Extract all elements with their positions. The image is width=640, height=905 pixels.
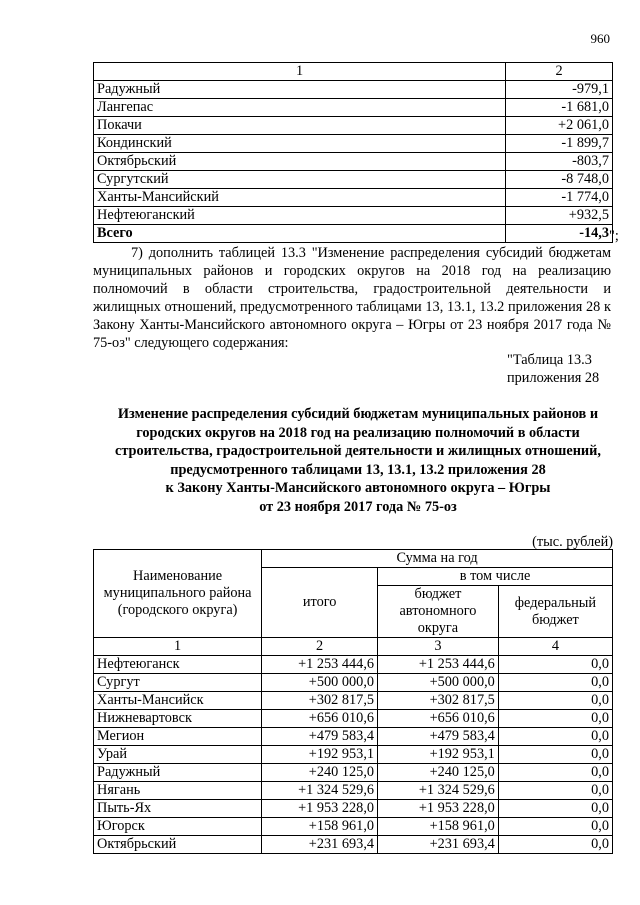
district-name: Нефтеюганский <box>94 207 506 225</box>
paragraph-text: 7) дополнить таблицей 13.3 "Изменение распределения субсидий бюджетам муниципальных районов и городских округов на 2018 год на реализацию полномочий в области строительства, градостроительной деятельности и жилищных отношений, предусмотренного таблицами 13, 13.1, 13.2 приложения 28 к Закону Ханты-Мансийского автономного округа – Югры от 23 ноября 2017 года № 75-оз" следующего содержания: <box>93 245 611 351</box>
municipality-name: Югорск <box>94 818 262 836</box>
total-cell: +1 953 228,0 <box>262 800 378 818</box>
table-header-row <box>94 63 613 81</box>
total-cell: +500 000,0 <box>262 674 378 692</box>
table-caption-line: приложения 28 <box>507 370 600 386</box>
table-row <box>94 171 613 189</box>
amount-cell: +2 061,0 <box>506 117 613 135</box>
column-header-name: Наименование муниципального района (городского округа) <box>94 550 262 638</box>
district-name: Ханты-Мансийский <box>94 189 506 207</box>
table-row <box>94 692 613 710</box>
regional-cell: +1 253 444,6 <box>378 656 499 674</box>
municipality-name: Нягань <box>94 782 262 800</box>
closing-quote: "; <box>609 228 619 244</box>
federal-cell: 0,0 <box>498 782 612 800</box>
table-row <box>94 818 613 836</box>
municipality-name: Нефтеюганск <box>94 656 262 674</box>
table-row <box>94 153 613 171</box>
table-row <box>94 674 613 692</box>
federal-cell: 0,0 <box>498 836 612 854</box>
table-row <box>94 207 613 225</box>
column-number: 2 <box>262 638 378 656</box>
total-cell: +240 125,0 <box>262 764 378 782</box>
regional-cell: +231 693,4 <box>378 836 499 854</box>
column-number: 3 <box>378 638 499 656</box>
subsidy-table <box>93 549 613 854</box>
total-cell: +1 253 444,6 <box>262 656 378 674</box>
heading-line: от 23 ноября 2017 года № 75-оз <box>259 498 457 515</box>
total-amount: -14,3 <box>506 225 613 243</box>
column-number: 1 <box>94 638 262 656</box>
district-name: Кондинский <box>94 135 506 153</box>
table-row <box>94 656 613 674</box>
regional-cell: +500 000,0 <box>378 674 499 692</box>
municipality-name: Радужный <box>94 764 262 782</box>
municipality-name: Сургут <box>94 674 262 692</box>
table-caption <box>507 351 599 387</box>
column-header-including: в том числе <box>378 568 613 586</box>
heading-line: Изменение распределения субсидий бюджетам муниципальных районов и <box>117 406 599 422</box>
table-row <box>94 782 613 800</box>
total-cell: +656 010,6 <box>262 710 378 728</box>
table-row <box>94 81 613 99</box>
heading-line: городских округов на 2018 год на реализацию полномочий в области <box>136 424 580 441</box>
column-header-total: итого <box>262 568 378 638</box>
table-row <box>94 135 613 153</box>
page-number: 960 <box>590 31 610 46</box>
amount-cell: -1 681,0 <box>506 99 613 117</box>
total-label: Всего <box>94 225 506 243</box>
regional-cell: +656 010,6 <box>378 710 499 728</box>
column-header-regional: бюджет автономного округа <box>378 586 499 638</box>
federal-cell: 0,0 <box>498 800 612 818</box>
regional-cell: +192 953,1 <box>378 746 499 764</box>
document-heading <box>93 405 623 516</box>
regional-cell: +1 953 228,0 <box>378 800 499 818</box>
amount-cell: -803,7 <box>506 153 613 171</box>
amount-cell: -8 748,0 <box>506 171 613 189</box>
table-row <box>94 764 613 782</box>
municipality-name: Нижневартовск <box>94 710 262 728</box>
table-row <box>94 836 613 854</box>
column-header-sum: Сумма на год <box>262 550 613 568</box>
table-row <box>94 746 613 764</box>
table-caption-line: "Таблица 13.3 <box>507 352 592 368</box>
heading-line: к Закону Ханты-Мансийского автономного округа – Югры <box>165 480 551 496</box>
municipality-name: Октябрьский <box>94 836 262 854</box>
regional-cell: +240 125,0 <box>378 764 499 782</box>
column-number: 2 <box>506 63 613 81</box>
municipality-name: Ханты-Мансийск <box>94 692 262 710</box>
district-name: Покачи <box>94 117 506 135</box>
amount-cell: -979,1 <box>506 81 613 99</box>
district-name: Октябрьский <box>94 153 506 171</box>
amount-cell: +932,5 <box>506 207 613 225</box>
table-row <box>94 728 613 746</box>
district-name: Радужный <box>94 81 506 99</box>
amendment-paragraph <box>93 244 611 352</box>
column-number: 4 <box>498 638 612 656</box>
amount-cell: -1 774,0 <box>506 189 613 207</box>
federal-cell: 0,0 <box>498 764 612 782</box>
amount-cell: -1 899,7 <box>506 135 613 153</box>
table-row <box>94 99 613 117</box>
federal-cell: 0,0 <box>498 674 612 692</box>
heading-line: строительства, градостроительной деятельности и жилищных отношений, <box>115 443 601 459</box>
district-name: Лангепас <box>94 99 506 117</box>
table-header-row <box>94 550 613 568</box>
table-row <box>94 800 613 818</box>
federal-cell: 0,0 <box>498 710 612 728</box>
column-number: 1 <box>94 63 506 81</box>
district-name: Сургутский <box>94 171 506 189</box>
units-label: (тыс. рублей) <box>532 534 613 550</box>
regional-cell: +302 817,5 <box>378 692 499 710</box>
table-row <box>94 189 613 207</box>
municipality-name: Пыть-Ях <box>94 800 262 818</box>
column-numbers-row <box>94 638 613 656</box>
federal-cell: 0,0 <box>498 728 612 746</box>
total-cell: +231 693,4 <box>262 836 378 854</box>
heading-line: предусмотренного таблицами 13, 13.1, 13.2 приложения 28 <box>170 461 546 478</box>
federal-cell: 0,0 <box>498 818 612 836</box>
total-row <box>94 225 613 243</box>
changes-summary-table <box>93 62 613 243</box>
federal-cell: 0,0 <box>498 656 612 674</box>
total-cell: +158 961,0 <box>262 818 378 836</box>
total-cell: +479 583,4 <box>262 728 378 746</box>
table-row <box>94 117 613 135</box>
regional-cell: +479 583,4 <box>378 728 499 746</box>
column-header-federal: федеральный бюджет <box>498 586 612 638</box>
federal-cell: 0,0 <box>498 746 612 764</box>
municipality-name: Урай <box>94 746 262 764</box>
federal-cell: 0,0 <box>498 692 612 710</box>
total-cell: +192 953,1 <box>262 746 378 764</box>
regional-cell: +1 324 529,6 <box>378 782 499 800</box>
table-row <box>94 710 613 728</box>
regional-cell: +158 961,0 <box>378 818 499 836</box>
total-cell: +1 324 529,6 <box>262 782 378 800</box>
municipality-name: Мегион <box>94 728 262 746</box>
total-cell: +302 817,5 <box>262 692 378 710</box>
